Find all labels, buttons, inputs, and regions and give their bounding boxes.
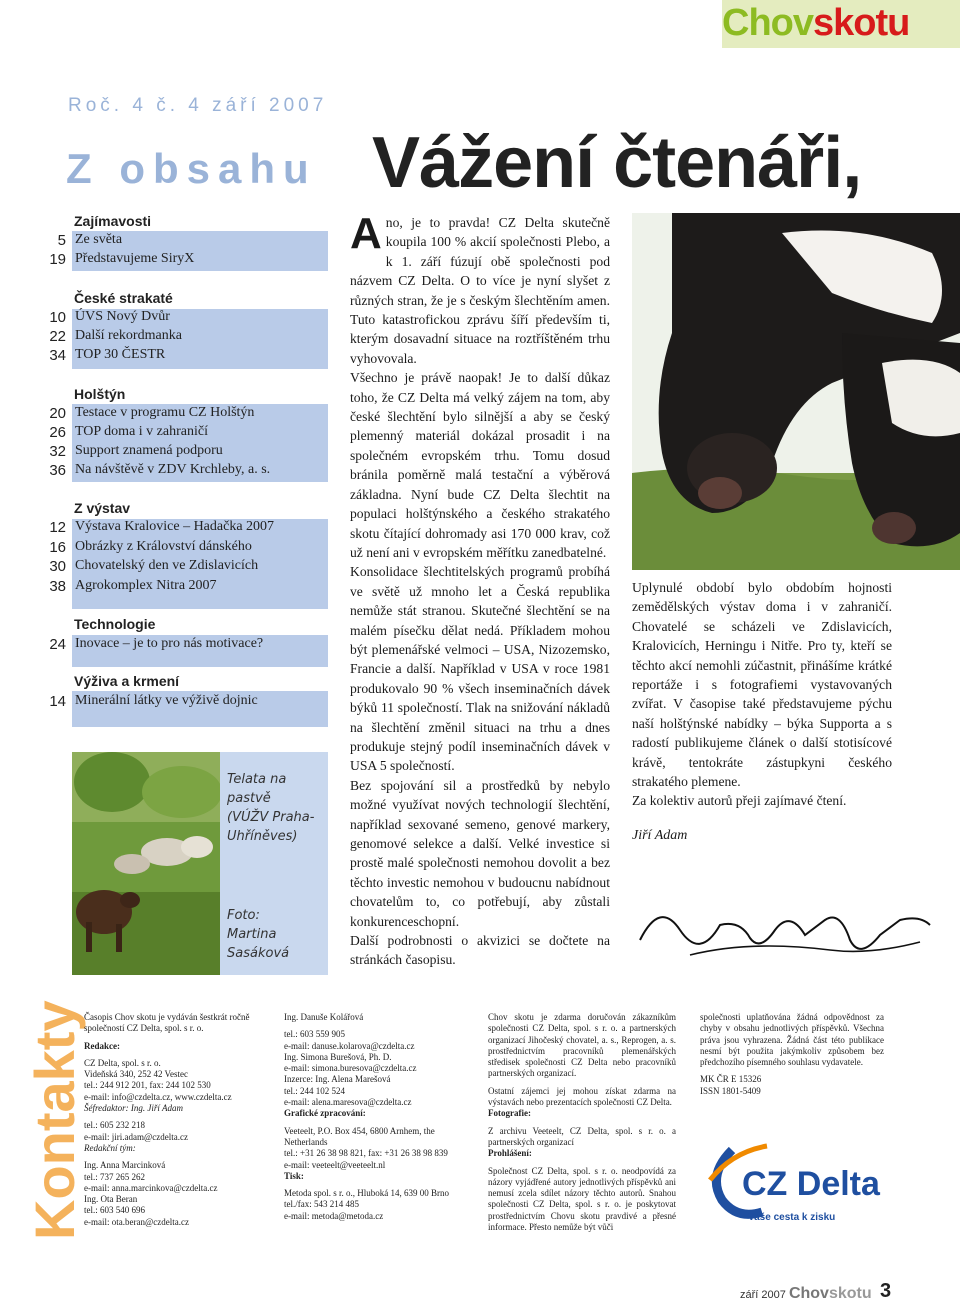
credit-line: Foto: bbox=[227, 908, 260, 923]
editorial-paragraph: Za kolektiv autorů přeji zajímavé čtení. bbox=[632, 793, 847, 809]
toc-entry[interactable] bbox=[0, 405, 340, 424]
page-logo-skotu: skotu bbox=[828, 1285, 872, 1302]
toc-entry[interactable] bbox=[0, 636, 340, 655]
footer-line: e-mail: veeteelt@veeteelt.nl bbox=[284, 1159, 386, 1170]
footer-line: CZ Delta, spol. s r. o. bbox=[84, 1057, 161, 1068]
footer-line: Videňská 340, 252 42 Vestec bbox=[84, 1069, 189, 1080]
editorial-text-continued bbox=[632, 578, 892, 811]
editorial-paragraph: Konsolidace šlechtitelských programů probíhá ve světě už mnoho let a Česká republika nemůže stát stranou. Skutečné šlechtění se na malém písečku dělat nedá. Příkladem mohou být plemenářské velmoci – USA, Nizozemsko, Francie a další. Například v USA v roce 1981 produkovalo 90 % všech inseminačních dávek býků 11 společností. Tlak na snižování nákladů na šlechtění změnil situaci na trhu a dnes produkuje stejný podíl inseminačních dávek v USA 5 společností. bbox=[350, 564, 610, 774]
editorial-paragraph: Všechno je právě naopak! Je to další důkaz toho, že CZ Delta má velký zájem na tom, aby české šlechtění bylo silnější a aby se český plemenný materiál dokázal prosadit i na společném evropském trhu. Tomu dosud bránila poměrně malá testační a výběrová základna. Nyní bude CZ Delta šlechtit na populaci holštýnského a českého strakatého skotu čítající dohromady asi 170 000 krav, což už není ani v evropském měřítku zanedbatelné. bbox=[350, 370, 610, 560]
toc-entry[interactable] bbox=[0, 328, 340, 347]
footer-line: e-mail: danuse.kolarova@czdelta.cz bbox=[284, 1040, 415, 1051]
footer-line: Inzerce: Ing. Alena Marešová bbox=[284, 1074, 391, 1085]
caption-line: Telata na bbox=[227, 772, 287, 787]
author-signature bbox=[600, 880, 940, 980]
footer-line: e-mail: simona.buresova@czdelta.cz bbox=[284, 1063, 417, 1074]
drop-cap: A bbox=[350, 209, 382, 258]
footer-line: Redakční tým: bbox=[84, 1142, 136, 1153]
toc-entry-title: Další rekordmanka bbox=[75, 328, 182, 343]
toc-page-number: 12 bbox=[49, 519, 66, 536]
toc-page-number: 32 bbox=[49, 443, 66, 460]
toc-entry-title: Support znamená podporu bbox=[75, 443, 223, 458]
toc-entry-title: TOP doma i v zahraničí bbox=[75, 424, 208, 439]
toc-entry-title: Ze světa bbox=[75, 232, 123, 247]
footer-line: Ing. Ota Beran bbox=[84, 1194, 138, 1205]
footer-line: e-mail: jiri.adam@czdelta.cz bbox=[84, 1131, 188, 1142]
toc-entry-title: Výstava Kralovice – Hadačka 2007 bbox=[75, 519, 275, 534]
footer-column-distribution bbox=[488, 1012, 676, 1233]
toc-page-number: 26 bbox=[49, 424, 66, 441]
cz-delta-slogan: Vaše cesta k zisku bbox=[748, 1212, 836, 1223]
toc-entry[interactable] bbox=[0, 462, 340, 481]
toc-page-number: 22 bbox=[49, 328, 66, 345]
editorial-paragraph: no, je to pravda! CZ Delta skutečně koupila 100 % akcií společnosti Plebo, a k 1. září fúzují obě společnosti pod názvem CZ Delta. O to více je nyní slyšet z různých stran, že je s českým šlechtěním amen. Tuto katastrofickou zprávu šíří především ti, kterým dosavadní situace na roztříštěném trhu vyhovovala. bbox=[350, 215, 610, 366]
footer-line: MK ČR E 15326 bbox=[700, 1074, 762, 1085]
toc-page-number: 14 bbox=[49, 693, 66, 710]
toc-page-number: 38 bbox=[49, 578, 66, 595]
contacts-vertical-heading bbox=[16, 990, 86, 1250]
toc-entry[interactable] bbox=[0, 232, 340, 251]
footer-line: e-mail: info@czdelta.cz, www.czdelta.cz bbox=[84, 1091, 232, 1102]
editorial-title: Vážení čtenáři, bbox=[372, 123, 862, 203]
toc-entry-title: Testace v programu CZ Holštýn bbox=[75, 405, 255, 420]
page-logo-chov: Chov bbox=[788, 1285, 829, 1302]
footer-line: e-mail: metoda@metoda.cz bbox=[284, 1210, 384, 1221]
table-of-contents bbox=[0, 0, 340, 740]
page-number: 3 bbox=[880, 1280, 892, 1302]
caption-line: pastvě bbox=[227, 791, 271, 806]
footer-line: Grafické zpracování: bbox=[284, 1108, 366, 1119]
page-month: září 2007 bbox=[740, 1289, 786, 1301]
toc-page-number: 34 bbox=[49, 347, 66, 364]
issue-line: Roč. 4 č. 4 září 2007 bbox=[68, 95, 328, 116]
toc-section-title: Zajímavosti bbox=[74, 213, 152, 229]
toc-page-number: 5 bbox=[57, 232, 66, 249]
caption-line: (VÚŽV Praha- bbox=[227, 810, 315, 825]
footer-line: Ing. Anna Marcinková bbox=[84, 1160, 166, 1171]
toc-page-number: 19 bbox=[49, 251, 66, 268]
toc-entry-title: TOP 30 ČESTR bbox=[75, 347, 166, 362]
footer-line: Společnost CZ Delta, spol. s r. o. neodpovídá za názory vyjádřené autory jednotlivých příspěvků ani nemusí zcela sdílet názory těchto autorů. Snahou společnosti CZ Delta, spol. s r. o. je poskytovat prostřednictvím Chovu skotu pravdivé a přesné informace. Přesto nemůže být vůči bbox=[488, 1165, 676, 1233]
credit-line: Martina bbox=[227, 927, 277, 942]
footer-line: Chov skotu je zdarma doručován zákazníkům společnosti CZ Delta, spol. s r. o. a partnerských organizací Jihočeský chovatel, a. s., Reprogen, a. s. prostřednictvím pracovníků plemenářských středisek společnosti CZ Delta nebo pracovníků partnerských organizací. bbox=[488, 1012, 676, 1079]
toc-page-number: 30 bbox=[49, 558, 66, 575]
footer-column-editorial bbox=[84, 1012, 264, 1228]
toc-entry[interactable] bbox=[0, 578, 340, 597]
footer-line: Veeteelt, P.O. Box 454, 6800 Arnhem, the Netherlands bbox=[284, 1125, 435, 1147]
toc-section-title: České strakaté bbox=[74, 290, 173, 306]
editorial-text bbox=[350, 209, 610, 970]
logo-chov: Chov bbox=[722, 2, 813, 44]
toc-entry-title: Představujeme SiryX bbox=[75, 251, 195, 266]
toc-entry[interactable] bbox=[0, 309, 340, 328]
footer-line: Fotografie: bbox=[488, 1108, 531, 1119]
credit-line: Sasáková bbox=[227, 946, 290, 961]
footer-column-production bbox=[284, 1012, 464, 1222]
editorial-paragraph: Uplynulé období bylo obdobím hojnosti zemědělských výstav doma i v zahraničí. Chovatelé se scházeli ve Zdislavicích, Kralovicích, Herningu i Nitře. Pro ty, kteří se těchto akcí nemohli zúčastnit, přinášíme krátké reportáže i s fotografiemi vystavovaných zvířat. V časopise také představujeme pýchu naší holštýnské nabídky – býka Supporta a s radostí publikujeme článek o další stotisícové krávě, tentokráte zástupkyni českého strakatého plemene. bbox=[632, 580, 892, 790]
footer-line: Ostatní zájemci jej mohou získat zdarma na výstavách nebo prezentacích společnosti CZ Delta. bbox=[488, 1085, 676, 1108]
footer-line: tel.: 244 912 201, fax: 244 102 530 bbox=[84, 1080, 211, 1091]
editorial-paragraph: Další podrobnosti o akvizici se dočtete na stránkách časopisu. bbox=[350, 933, 610, 968]
footer-line: tel.: 244 102 524 bbox=[284, 1085, 345, 1096]
footer-line: e-mail: anna.marcinkova@czdelta.cz bbox=[84, 1182, 218, 1193]
footer-line: Časopis Chov skotu je vydáván šestkrát ročně společností CZ Delta, spol. s r. o. bbox=[84, 1012, 250, 1034]
toc-page-number: 20 bbox=[49, 405, 66, 422]
footer-line: e-mail: ota.beran@czdelta.cz bbox=[84, 1216, 189, 1227]
toc-entry[interactable] bbox=[0, 558, 340, 577]
footer-line: e-mail: alena.maresova@czdelta.cz bbox=[284, 1097, 412, 1108]
photo-credit bbox=[227, 906, 289, 963]
footer-line: Šéfredaktor: Ing. Jiří Adam bbox=[84, 1103, 183, 1114]
toc-entry-title: Na návštěvě v ZDV Krchleby, a. s. bbox=[75, 462, 271, 477]
calves-photo bbox=[72, 752, 220, 975]
photo-caption bbox=[227, 770, 314, 846]
magazine-logo bbox=[722, 2, 909, 45]
footer-line: tel.: 603 559 905 bbox=[284, 1029, 345, 1040]
footer-line: Metoda spol. s r. o., Hluboká 14, 639 00 Brno bbox=[284, 1188, 449, 1199]
toc-entry[interactable] bbox=[0, 251, 340, 270]
toc-section-title: Výživa a krmení bbox=[74, 673, 180, 689]
logo-skotu: skotu bbox=[813, 2, 910, 44]
toc-page-number: 10 bbox=[49, 309, 66, 326]
footer-line: společnosti uplatňována žádná odpovědnost za chyby v obsahu jednotlivých příspěvků. Všechna práva jsou vyhrazena. Žádná část této publikace nesmí být použita jakýmkoliv způsobem bez předchozího písemného souhlasu vydavatele. bbox=[700, 1012, 884, 1068]
footer-line: Ing. Danuše Kolářová bbox=[284, 1012, 364, 1022]
toc-entry-title: ÚVS Nový Dvůr bbox=[75, 309, 170, 324]
toc-entry[interactable] bbox=[0, 347, 340, 366]
editorial-paragraph: Bez spojování sil a prostředků by nebylo možné využívat nových technologií šlechtění, například sexované semeno, genové markery, genomové selekce a další. Velké investice si prostě malé společnosti nemohou dovolit a bez těchto investic nemohou v budoucnu nabídnout chovatelům to, co potřebují, aby zůstali konkurenceschopní. bbox=[350, 777, 610, 929]
caption-line: Uhříněves) bbox=[227, 829, 298, 844]
toc-entry-title: Obrázky z Království dánského bbox=[75, 539, 252, 554]
toc-entry[interactable] bbox=[0, 693, 340, 712]
toc-entry[interactable] bbox=[0, 443, 340, 462]
toc-section-title: Z výstav bbox=[74, 500, 131, 516]
toc-entry-title: Inovace – je to pro nás motivace? bbox=[75, 636, 264, 651]
page-footer bbox=[740, 1285, 872, 1303]
cz-delta-logo-text: CZ Delta bbox=[742, 1165, 880, 1203]
toc-page-number: 24 bbox=[49, 636, 66, 653]
toc-page-number: 36 bbox=[49, 462, 66, 479]
toc-entry[interactable] bbox=[0, 424, 340, 443]
grazing-cows-photo bbox=[632, 213, 960, 570]
footer-line: tel./fax: 543 214 485 bbox=[284, 1199, 359, 1210]
footer-line: tel.: 605 232 218 bbox=[84, 1120, 145, 1131]
footer-line: tel.: 603 540 696 bbox=[84, 1205, 145, 1216]
toc-entry[interactable] bbox=[0, 539, 340, 558]
toc-page-number: 16 bbox=[49, 539, 66, 556]
footer-line: tel.: +31 26 38 98 821, fax: +31 26 38 98 839 bbox=[284, 1148, 448, 1159]
footer-line: Ing. Simona Burešová, Ph. D. bbox=[284, 1051, 392, 1062]
footer-line: Redakce: bbox=[84, 1040, 120, 1051]
footer-column-legal bbox=[700, 1012, 884, 1097]
toc-entry[interactable] bbox=[0, 519, 340, 538]
footer-line: Tisk: bbox=[284, 1170, 304, 1181]
toc-section-title: Holštýn bbox=[74, 386, 126, 402]
toc-entry-title: Minerální látky ve výživě dojnic bbox=[75, 693, 258, 708]
footer-line: ISSN 1801-5409 bbox=[700, 1085, 761, 1096]
cz-delta-logo bbox=[702, 1140, 880, 1230]
author-name: Jiří Adam bbox=[632, 828, 688, 843]
footer-line: tel.: 737 265 262 bbox=[84, 1171, 145, 1182]
kontakty-label: Kontakty bbox=[23, 1000, 86, 1240]
toc-section-title: Technologie bbox=[74, 616, 156, 632]
contents-title: Z obsahu bbox=[66, 145, 317, 192]
toc-entry-title: Agrokomplex Nitra 2007 bbox=[75, 578, 217, 593]
footer-line: Prohlášení: bbox=[488, 1148, 532, 1159]
toc-entry-title: Chovatelský den ve Zdislavicích bbox=[75, 558, 259, 573]
footer-line: Z archivu Veeteelt, CZ Delta, spol. s r. o. a partnerských organizací bbox=[488, 1125, 676, 1147]
